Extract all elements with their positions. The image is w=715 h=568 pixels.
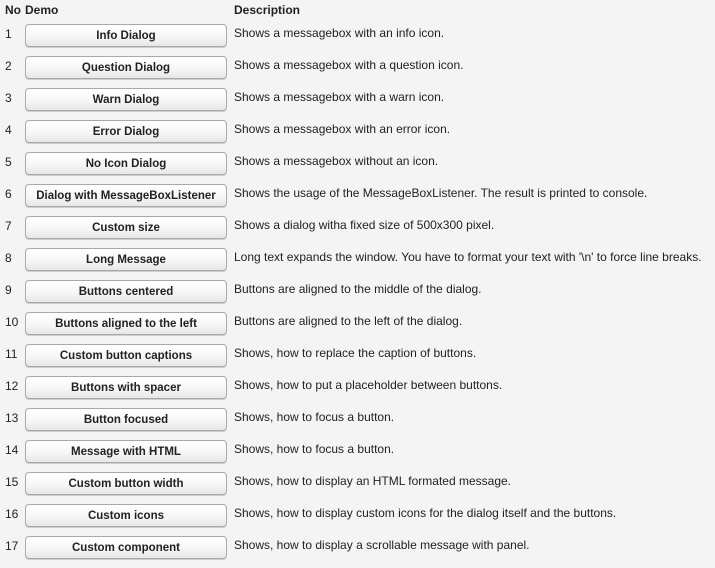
demo-button[interactable]: Custom button captions (25, 344, 227, 367)
table-row (0, 216, 715, 248)
table-row (0, 376, 715, 408)
row-description: Shows, how to display custom icons for the dialog itself and the buttons. (234, 506, 617, 520)
row-number: 14 (5, 443, 19, 457)
table-row (0, 312, 715, 344)
demo-button[interactable]: Question Dialog (25, 56, 227, 79)
row-number: 3 (5, 91, 12, 105)
row-number: 1 (5, 27, 12, 41)
demo-button[interactable]: Button focused (25, 408, 227, 431)
row-description: Shows the usage of the MessageBoxListener. The result is printed to console. (234, 186, 648, 200)
row-description: Shows a messagebox with a warn icon. (234, 90, 445, 104)
demo-button[interactable]: Custom icons (25, 504, 227, 527)
table-row (0, 472, 715, 504)
column-header-no: No (5, 3, 21, 17)
row-number: 5 (5, 155, 12, 169)
row-number: 4 (5, 123, 12, 137)
demo-button[interactable]: Buttons aligned to the left (25, 312, 227, 335)
table-row (0, 248, 715, 280)
table-row (0, 120, 715, 152)
demo-button[interactable]: Error Dialog (25, 120, 227, 143)
row-number: 9 (5, 283, 12, 297)
row-description: Shows, how to display a scrollable message with panel. (234, 538, 530, 552)
table-row (0, 504, 715, 536)
demo-button[interactable]: Long Message (25, 248, 227, 271)
demo-button[interactable]: Warn Dialog (25, 88, 227, 111)
table-row (0, 280, 715, 312)
row-description: Buttons are aligned to the left of the dialog. (234, 314, 463, 328)
row-number: 7 (5, 219, 12, 233)
row-description: Shows, how to replace the caption of buttons. (234, 346, 477, 360)
row-description: Shows, how to display an HTML formated message. (234, 474, 512, 488)
demo-button[interactable]: Custom button width (25, 472, 227, 495)
row-number: 8 (5, 251, 12, 265)
row-description: Shows a messagebox with a question icon. (234, 58, 464, 72)
row-description: Buttons are aligned to the middle of the dialog. (234, 282, 482, 296)
table-row (0, 184, 715, 216)
row-description: Shows, how to put a placeholder between buttons. (234, 378, 503, 392)
demo-button[interactable]: No Icon Dialog (25, 152, 227, 175)
table-row (0, 152, 715, 184)
row-number: 16 (5, 507, 19, 521)
demo-button[interactable]: Custom component (25, 536, 227, 559)
demo-button[interactable]: Dialog with MessageBoxListener (25, 184, 227, 207)
table-row (0, 536, 715, 568)
table-row (0, 344, 715, 376)
demo-button[interactable]: Buttons with spacer (25, 376, 227, 399)
row-number: 15 (5, 475, 19, 489)
table-row (0, 56, 715, 88)
demo-button[interactable]: Buttons centered (25, 280, 227, 303)
row-description: Shows a dialog witha fixed size of 500x300 pixel. (234, 218, 495, 232)
column-header-demo: Demo (25, 3, 59, 17)
row-number: 10 (5, 315, 19, 329)
row-description: Shows a messagebox with an info icon. (234, 26, 445, 40)
demo-button[interactable]: Custom size (25, 216, 227, 239)
row-description: Shows, how to focus a button. (234, 442, 395, 456)
column-header-description: Description (234, 3, 301, 17)
demo-button[interactable]: Message with HTML (25, 440, 227, 463)
row-number: 12 (5, 379, 19, 393)
table-row (0, 24, 715, 56)
row-number: 11 (5, 347, 18, 361)
table-row (0, 88, 715, 120)
row-number: 2 (5, 59, 12, 73)
demo-table (0, 24, 715, 568)
row-description: Long text expands the window. You have to format your text with '\n' to force line breaks. (234, 250, 702, 264)
table-row (0, 440, 715, 472)
row-description: Shows a messagebox with an error icon. (234, 122, 451, 136)
row-number: 17 (5, 539, 19, 553)
row-number: 13 (5, 411, 19, 425)
table-row (0, 408, 715, 440)
row-description: Shows, how to focus a button. (234, 410, 395, 424)
row-number: 6 (5, 187, 12, 201)
row-description: Shows a messagebox without an icon. (234, 154, 439, 168)
demo-button[interactable]: Info Dialog (25, 24, 227, 47)
